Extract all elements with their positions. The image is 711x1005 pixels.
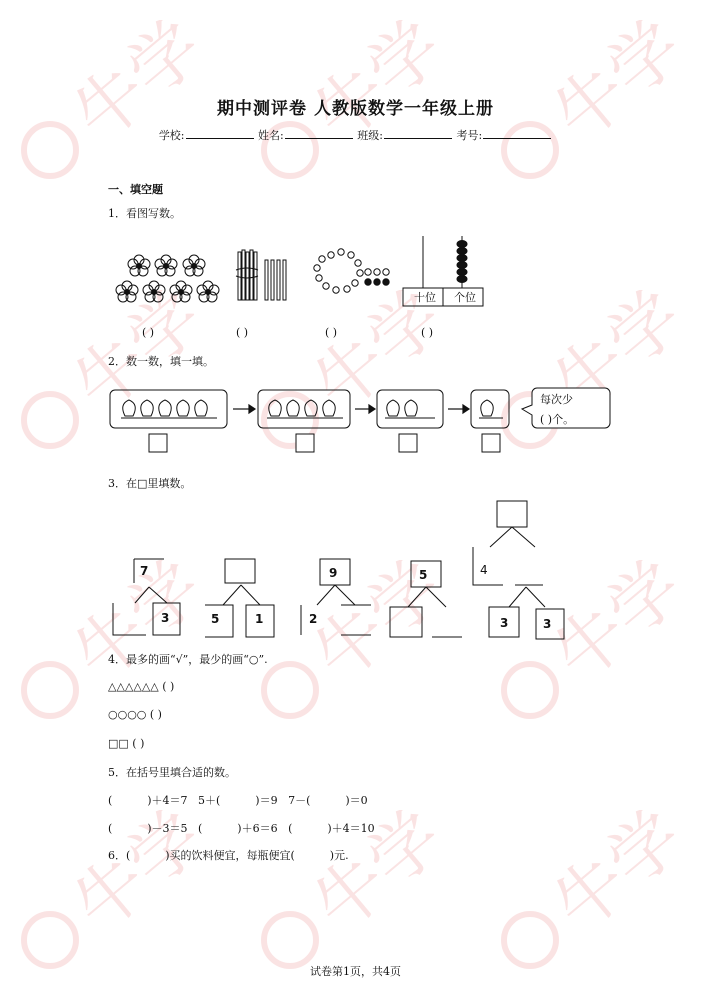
bond-number: 5 <box>211 612 220 626</box>
section-heading: 一、填空题 <box>108 183 163 196</box>
svg-text:牛学: 牛学 <box>538 810 680 948</box>
squares-row[interactable]: □□ ( ) <box>108 737 145 750</box>
question-6-text[interactable]: 6．( )买的饮料便宜，每瓶便宜( )元. <box>108 849 349 862</box>
svg-text:牛学: 牛学 <box>298 20 440 158</box>
watermark-logo <box>20 810 200 984</box>
school-label: 学校: <box>158 129 185 142</box>
answer-blank[interactable]: ( ) <box>142 326 155 339</box>
answer-box <box>399 434 417 452</box>
question-1-text: 1．看图写数。 <box>108 207 181 220</box>
equation-line[interactable]: ( )－3＝5 ( )＋6＝6 ( )＋4＝10 <box>108 822 375 835</box>
bond-number: 7 <box>140 564 149 578</box>
class-field[interactable] <box>384 128 452 139</box>
svg-text:牛学: 牛学 <box>538 290 680 428</box>
bond-number: 3 <box>543 617 552 631</box>
svg-text:牛学: 牛学 <box>298 810 440 948</box>
svg-text:牛学: 牛学 <box>538 20 680 158</box>
answer-blank[interactable]: ( ) <box>236 326 249 339</box>
answer-blank[interactable]: ( ) <box>421 326 434 339</box>
bubble-text-line1: 每次少 <box>540 393 573 406</box>
peach-icon <box>121 400 503 418</box>
question-2-text: 2．数一数，填一填。 <box>108 355 214 368</box>
bond-number: 4 <box>480 563 488 577</box>
svg-text:牛学: 牛学 <box>58 560 200 698</box>
bead-ring-icon <box>314 249 389 293</box>
class-label: 班级: <box>357 129 383 142</box>
bond-number: 2 <box>309 612 318 626</box>
name-field[interactable] <box>285 128 353 139</box>
school-field[interactable] <box>186 128 254 139</box>
svg-text:牛学: 牛学 <box>58 810 200 948</box>
question-5-text: 5．在括号里填合适的数。 <box>108 766 236 779</box>
abacus-tens-label: 十位 <box>414 291 436 304</box>
q2-sequence-diagram <box>105 384 615 459</box>
sticks-icon <box>236 250 286 300</box>
answer-box <box>149 434 167 452</box>
svg-text:牛学: 牛学 <box>298 290 440 428</box>
svg-text:牛学: 牛学 <box>538 560 680 698</box>
triangles-row[interactable]: △△△△△△ ( ) <box>108 680 175 693</box>
bond-number: 5 <box>419 568 428 582</box>
flower-icon <box>116 255 219 302</box>
watermark-logo <box>260 810 440 984</box>
equation-line[interactable]: ( )＋4＝7 5＋( )＝9 7－( )＝0 <box>108 794 368 807</box>
question-3-text: 3．在□里填数。 <box>108 477 192 490</box>
answer-box <box>482 434 500 452</box>
bond-number: 9 <box>329 566 338 580</box>
bond-number: 1 <box>255 612 264 626</box>
page-footer: 试卷第1页，共4页 <box>310 965 401 978</box>
bond-number: 3 <box>161 611 170 625</box>
answer-blank[interactable]: ( ) <box>325 326 338 339</box>
name-label: 姓名: <box>258 129 284 142</box>
page-title: 期中测评卷 人教版数学一年级上册 <box>217 99 494 119</box>
bond-number: 3 <box>500 616 509 630</box>
number-field[interactable] <box>483 128 551 139</box>
peach-box <box>471 390 509 428</box>
answer-box <box>296 434 314 452</box>
number-label: 考号: <box>456 129 483 142</box>
peach-box <box>258 390 350 428</box>
watermark-logo <box>500 810 680 984</box>
circles-row[interactable]: ○○○○ ( ) <box>108 708 162 721</box>
abacus-ones-label: 个位 <box>454 291 476 304</box>
student-info-line <box>0 127 711 143</box>
svg-text:牛学: 牛学 <box>58 20 200 158</box>
svg-text:牛学: 牛学 <box>298 560 440 698</box>
svg-text:牛学: 牛学 <box>58 290 200 428</box>
peach-box <box>110 390 227 428</box>
bubble-text-line2: ( )个。 <box>540 413 575 426</box>
question-4-text: 4．最多的画“√”，最少的画“○”. <box>108 653 268 666</box>
